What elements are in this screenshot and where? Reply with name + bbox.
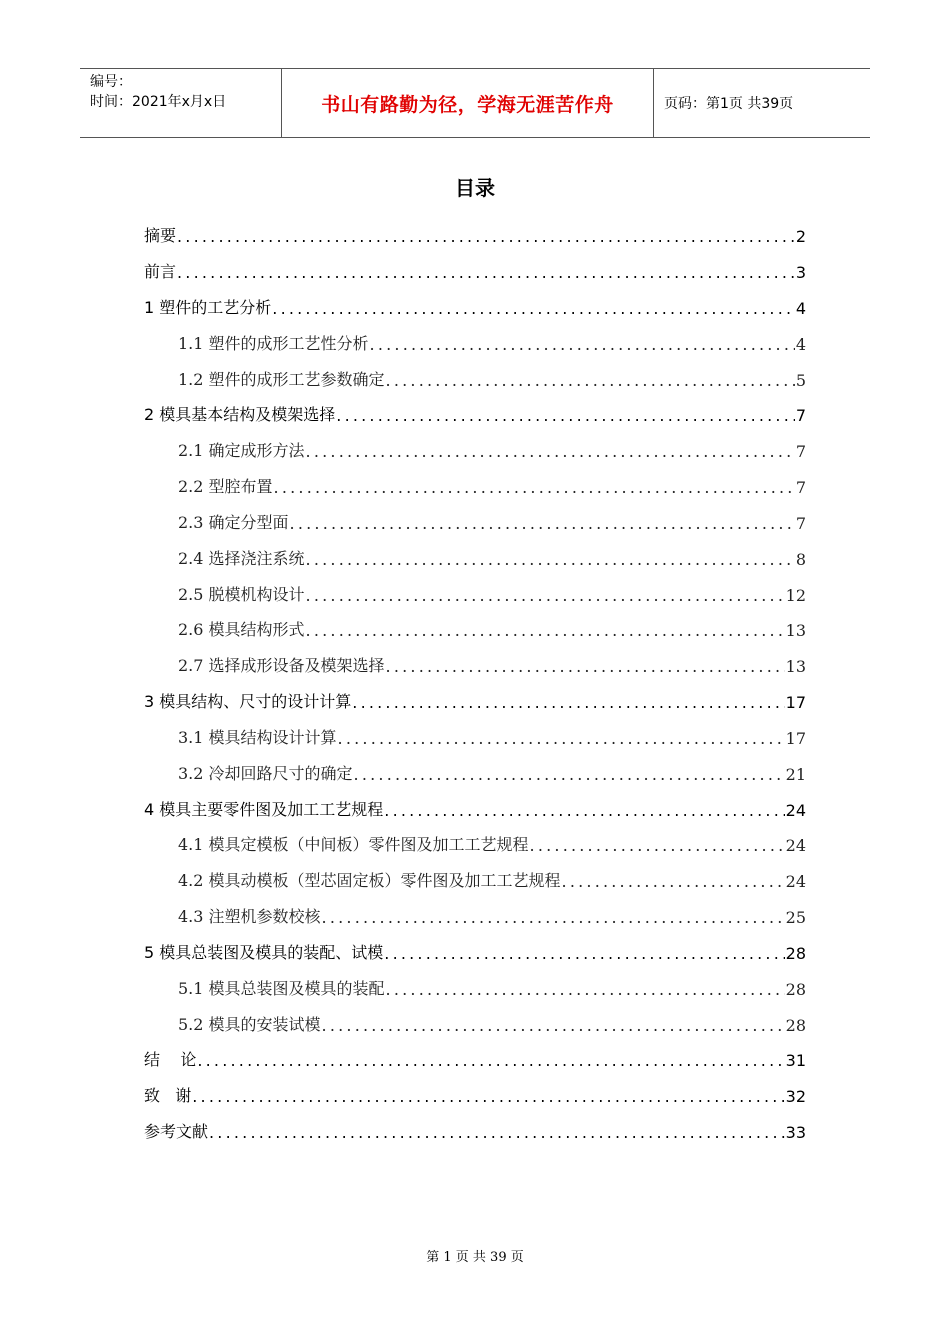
toc-entry-label: 3 模具结构、尺寸的设计计算 bbox=[144, 692, 352, 711]
toc-leader-dots bbox=[209, 1123, 785, 1142]
toc-entry-label: 2.2 型腔布置 bbox=[178, 477, 273, 496]
toc-entry-page: 7 bbox=[795, 442, 806, 461]
document-time-label: 时间：2021年x月x日 bbox=[90, 94, 227, 110]
toc-entry-page: 25 bbox=[785, 908, 806, 927]
toc-entry[interactable] bbox=[144, 294, 806, 318]
toc-leader-dots bbox=[336, 406, 795, 425]
toc-entry-page: 7 bbox=[795, 514, 806, 533]
header-page-code: 页码：第1页 共39页 bbox=[664, 96, 794, 112]
toc-entry[interactable] bbox=[178, 831, 806, 855]
toc-entry-label: 致 谢 bbox=[144, 1086, 192, 1105]
page-footer: 第 1 页 共 39 页 bbox=[426, 1250, 524, 1265]
toc-leader-dots bbox=[306, 550, 795, 569]
toc-entry-label: 5 模具总装图及模具的装配、试模 bbox=[144, 943, 384, 962]
toc-entry[interactable] bbox=[144, 401, 806, 425]
toc-entry-page: 12 bbox=[785, 586, 806, 605]
toc-entry-label: 4.1 模具定模板（中间板）零件图及加工工艺规程 bbox=[178, 835, 529, 854]
toc-entry-label: 1 塑件的工艺分析 bbox=[144, 298, 272, 317]
toc-entry[interactable] bbox=[178, 903, 806, 927]
toc-leader-dots bbox=[306, 586, 785, 605]
toc-leader-dots bbox=[177, 263, 795, 282]
toc-entry-page: 28 bbox=[785, 980, 806, 999]
toc-entry-label: 前言 bbox=[144, 262, 177, 281]
header-motto: 书山有路勤为径，学海无涯苦作舟 bbox=[321, 93, 614, 116]
toc-entry-label: 3.2 冷却回路尺寸的确定 bbox=[178, 764, 353, 783]
toc-leader-dots bbox=[197, 1051, 784, 1070]
toc-entry[interactable] bbox=[178, 366, 806, 390]
document-number-label: 编号： bbox=[90, 74, 132, 90]
header-page-cell bbox=[654, 69, 870, 137]
toc-leader-dots bbox=[322, 1016, 785, 1035]
toc-entry-label: 4.3 注塑机参数校核 bbox=[178, 907, 321, 926]
header-info-cell bbox=[80, 69, 282, 137]
toc-entry-page: 7 bbox=[795, 406, 806, 425]
toc-leader-dots bbox=[530, 836, 785, 855]
toc-entry-page: 17 bbox=[785, 693, 806, 712]
toc-entry-page: 24 bbox=[785, 801, 806, 820]
toc-entry-label: 5.1 模具总装图及模具的装配 bbox=[178, 979, 385, 998]
toc-leader-dots bbox=[306, 621, 785, 640]
toc-entry-page: 4 bbox=[795, 335, 806, 354]
toc-entry[interactable] bbox=[178, 616, 806, 640]
toc-leader-dots bbox=[272, 299, 795, 318]
toc-entry-page: 24 bbox=[785, 872, 806, 891]
toc-leader-dots bbox=[384, 801, 784, 820]
toc-entry[interactable] bbox=[144, 688, 806, 712]
toc-entry-page: 8 bbox=[795, 550, 806, 569]
toc-entry-page: 7 bbox=[795, 478, 806, 497]
toc-entry-label: 摘要 bbox=[144, 226, 177, 245]
toc-entry[interactable] bbox=[178, 581, 806, 605]
toc-entry[interactable] bbox=[178, 760, 806, 784]
toc-entry[interactable] bbox=[144, 222, 806, 246]
toc-entry-page: 13 bbox=[785, 657, 806, 676]
toc-leader-dots bbox=[370, 335, 795, 354]
toc-entry[interactable] bbox=[144, 796, 806, 820]
toc-entry-page: 32 bbox=[785, 1087, 806, 1106]
toc-leader-dots bbox=[290, 514, 795, 533]
toc-entry-page: 5 bbox=[795, 371, 806, 390]
toc-entry-label: 2.7 选择成形设备及模架选择 bbox=[178, 656, 385, 675]
toc-entry-label: 2.5 脱模机构设计 bbox=[178, 585, 305, 604]
toc-title: 目录 bbox=[455, 176, 495, 200]
toc-entry-page: 4 bbox=[795, 299, 806, 318]
toc-leader-dots bbox=[306, 442, 795, 461]
toc-leader-dots bbox=[352, 693, 784, 712]
toc-entry-page: 13 bbox=[785, 621, 806, 640]
toc-entry-page: 24 bbox=[785, 836, 806, 855]
toc-entry[interactable] bbox=[178, 437, 806, 461]
toc-entry-label: 结 论 bbox=[144, 1050, 197, 1069]
toc-entry[interactable] bbox=[178, 545, 806, 569]
toc-entry-label: 2 模具基本结构及模架选择 bbox=[144, 405, 336, 424]
toc-leader-dots bbox=[322, 908, 785, 927]
toc-entry[interactable] bbox=[144, 1118, 806, 1142]
toc-leader-dots bbox=[274, 478, 795, 497]
toc-entry[interactable] bbox=[144, 1082, 806, 1106]
toc-entry-label: 1.2 塑件的成形工艺参数确定 bbox=[178, 370, 385, 389]
toc-entry[interactable] bbox=[178, 473, 806, 497]
toc-leader-dots bbox=[338, 729, 785, 748]
toc-entry-label: 2.6 模具结构形式 bbox=[178, 620, 305, 639]
header-motto-cell bbox=[282, 69, 654, 137]
toc-leader-dots bbox=[562, 872, 785, 891]
toc-entry[interactable] bbox=[178, 509, 806, 533]
toc-leader-dots bbox=[386, 980, 785, 999]
toc-leader-dots bbox=[386, 657, 785, 676]
toc-entry[interactable] bbox=[178, 1011, 806, 1035]
toc-leader-dots bbox=[354, 765, 785, 784]
toc-entry-label: 1.1 塑件的成形工艺性分析 bbox=[178, 334, 369, 353]
toc-entry-label: 2.4 选择浇注系统 bbox=[178, 549, 305, 568]
toc-entry-label: 2.1 确定成形方法 bbox=[178, 441, 305, 460]
toc-leader-dots bbox=[386, 371, 795, 390]
toc-entry[interactable] bbox=[178, 975, 806, 999]
toc-entry-page: 17 bbox=[785, 729, 806, 748]
toc-leader-dots bbox=[192, 1087, 784, 1106]
toc-leader-dots bbox=[177, 227, 795, 246]
toc-entry-page: 31 bbox=[785, 1051, 806, 1070]
toc-entry[interactable] bbox=[144, 1046, 806, 1070]
toc-entry[interactable] bbox=[178, 330, 806, 354]
toc-entry[interactable] bbox=[178, 867, 806, 891]
toc-leader-dots bbox=[384, 944, 784, 963]
toc-entry-page: 28 bbox=[785, 944, 806, 963]
toc-entry-page: 33 bbox=[785, 1123, 806, 1142]
toc-entry[interactable] bbox=[178, 652, 806, 676]
toc-entry-label: 参考文献 bbox=[144, 1122, 209, 1141]
toc-entry-page: 21 bbox=[785, 765, 806, 784]
toc-entry[interactable] bbox=[178, 724, 806, 748]
toc-entry-page: 2 bbox=[795, 227, 806, 246]
toc-entry[interactable] bbox=[144, 258, 806, 282]
toc-entry-label: 4 模具主要零件图及加工工艺规程 bbox=[144, 800, 384, 819]
toc-entry-label: 5.2 模具的安装试模 bbox=[178, 1015, 321, 1034]
toc-entry-label: 2.3 确定分型面 bbox=[178, 513, 289, 532]
toc-entry[interactable] bbox=[144, 939, 806, 963]
page-header bbox=[80, 68, 870, 138]
toc-entry-page: 3 bbox=[795, 263, 806, 282]
toc-entry-label: 3.1 模具结构设计计算 bbox=[178, 728, 337, 747]
toc-entry-label: 4.2 模具动模板（型芯固定板）零件图及加工工艺规程 bbox=[178, 871, 561, 890]
toc-entry-page: 28 bbox=[785, 1016, 806, 1035]
